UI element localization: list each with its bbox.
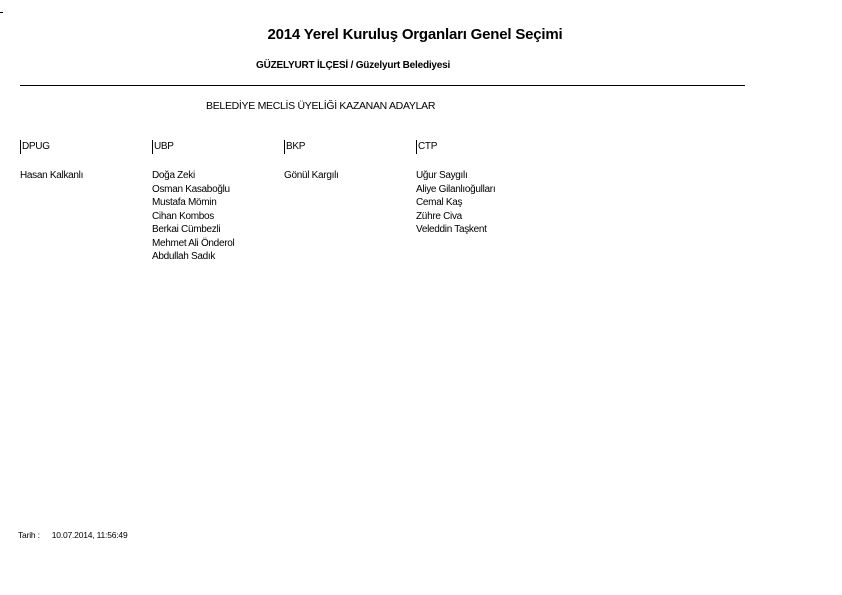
party-name: DPUG xyxy=(20,140,83,154)
candidate-name: Cemal Kaş xyxy=(416,197,463,208)
candidate-name: Zühre Civa xyxy=(416,210,462,222)
candidate-name: Abdullah Sadık xyxy=(152,251,216,262)
candidate-name: Uğur Saygılı xyxy=(416,170,468,181)
party-name: BKP xyxy=(284,140,338,154)
candidate-name: Gönül Kargılı xyxy=(284,170,339,181)
date-value: 10.07.2014, 11:56:49 xyxy=(51,530,128,540)
candidate-name: Berkai Cümbezli xyxy=(152,224,221,235)
candidate-name: Osman Kasaboğlu xyxy=(152,183,230,195)
party-name: UBP xyxy=(152,140,234,154)
corner-mark xyxy=(0,12,3,13)
candidate-list xyxy=(20,169,83,183)
party-column-ctp xyxy=(416,140,495,237)
party-column-bkp xyxy=(284,140,338,183)
candidate-list xyxy=(284,169,338,183)
candidate-name: Doğa Zeki xyxy=(152,170,195,181)
party-column-ubp xyxy=(152,140,234,264)
candidate-name: Aliye Gilanlıoğulları xyxy=(416,183,496,195)
footer-timestamp xyxy=(18,530,127,540)
candidate-name: Cihan Kombos xyxy=(152,210,214,222)
party-name: CTP xyxy=(416,140,495,154)
section-heading: BELEDİYE MECLİS ÜYELİĞİ KAZANAN ADAYLAR xyxy=(206,100,436,112)
candidate-name: Veleddin Taşkent xyxy=(416,224,487,235)
header-divider xyxy=(20,85,745,86)
document-title: 2014 Yerel Kuruluş Organları Genel Seçimi xyxy=(267,26,563,43)
candidate-name: Mehmet Ali Önderol xyxy=(152,237,235,249)
candidate-name: Mustafa Mömin xyxy=(152,197,217,208)
candidate-list xyxy=(152,169,234,264)
candidate-list xyxy=(416,169,495,237)
date-label: Tarih : xyxy=(18,530,40,540)
candidate-name: Hasan Kalkanlı xyxy=(20,170,84,181)
party-column-dpug xyxy=(20,140,83,183)
document-subtitle: GÜZELYURT İLÇESİ / Güzelyurt Belediyesi xyxy=(256,60,451,71)
